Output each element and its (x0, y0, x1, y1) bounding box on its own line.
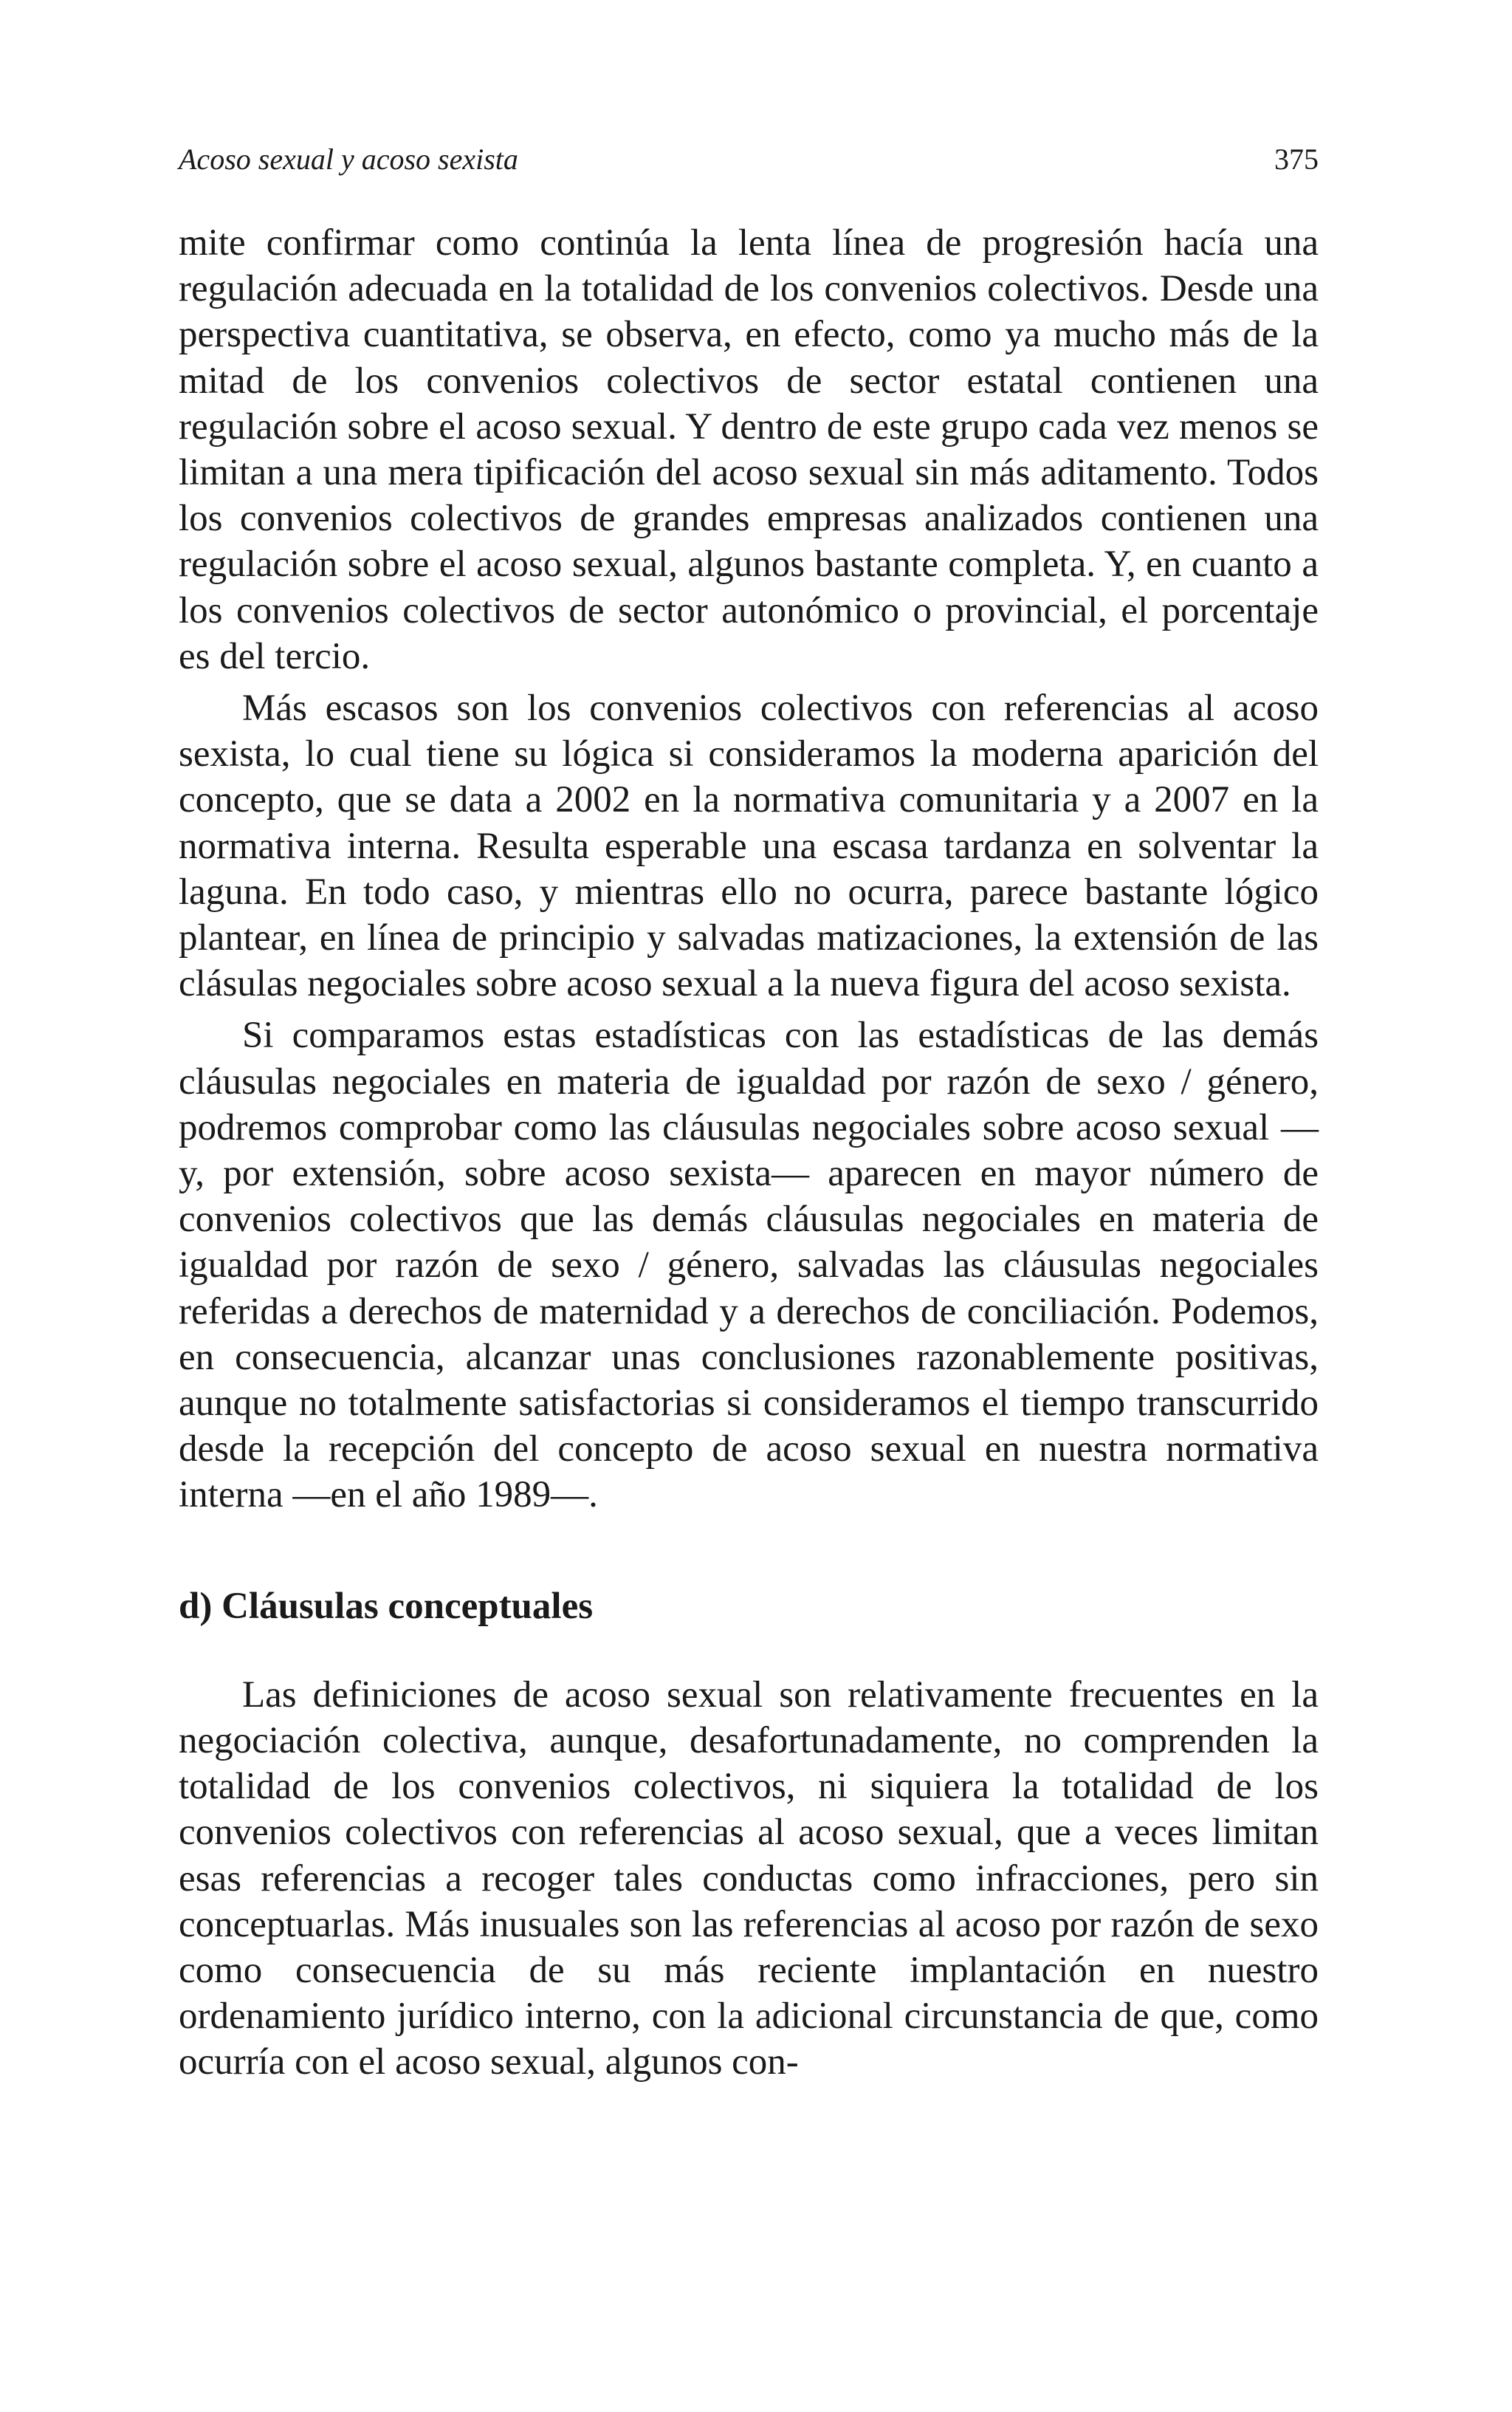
paragraph: Las definiciones de acoso sexual son relativamente frecuentes en la negociación colectiva, aunque, desafortunadamente, no comprenden la totalidad de los convenios colectivos, ni siquiera la totalidad de los convenios colectivos con referencias al acoso sexual, que a veces limitan esas referencias a recoger tales conductas como infracciones, pero sin conceptuarlas. Más inusuales son las referencias al acoso por razón de sexo como consecuencia de su más reciente implantación en nuestro ordenamiento jurídico interno, con la adicional circunstancia de que, como ocurría con el acoso sexual, algunos con- (179, 1673, 1319, 2083)
body-text (179, 220, 1319, 2091)
running-header (179, 139, 1319, 180)
paragraph: Más escasos son los convenios colectivos con referencias al acoso sexista, lo cual tiene su lógica si consideramos la moderna aparición del concepto, que se data a 2002 en la normativa comunitaria y a 2007 en la normativa interna. Resulta esperable una escasa tardanza en solventar la laguna. En todo caso, y mientras ello no ocurra, parece bastante lógico plantear, en línea de principio y salvadas matizaciones, la extensión de las clásulas negociales sobre acoso sexual a la nueva figura del acoso sexista. (179, 688, 1319, 1005)
book-page (179, 0, 1319, 2412)
paragraph: Si comparamos estas estadísticas con las estadísticas de las demás cláusulas negociales en materia de igualdad por razón de sexo / género, podremos comprobar como las cláusulas negociales sobre acoso sexual —y, por extensión, sobre acoso sexista— aparecen en mayor número de convenios colectivos que las demás cláusulas negociales en materia de igualdad por razón de sexo / género, salvadas las cláusulas negociales referidas a derechos de maternidad y a derechos de conciliación. Podemos, en consecuencia, alcanzar unas conclusiones razonablemente positivas, aunque no totalmente satisfactorias si consideramos el tiempo transcurrido desde la recepción del concepto de acoso sexual en nuestra normativa interna —en el año 1989—. (179, 1015, 1319, 1516)
page-number: 375 (1274, 143, 1319, 176)
running-title: Acoso sexual y acoso sexista (179, 143, 518, 176)
section-heading: d) Cláusulas conceptuales (179, 1585, 594, 1627)
paragraph-continued: mite confirmar como continúa la lenta línea de progresión hacía una regulación adecuada en la totalidad de los convenios colectivos. Desde una perspectiva cuantitativa, se observa, en efecto, como ya mucho más de la mitad de los convenios colectivos de sector estatal contienen una regulación sobre el acoso sexual. Y dentro de este grupo cada vez menos se limitan a una mera tipificación del acoso sexual sin más aditamento. Todos los convenios colectivos de grandes empresas analizados contienen una regulación sobre el acoso sexual, algunos bastante completa. Y, en cuanto a los convenios colectivos de sector autonómico o provincial, el porcentaje es del tercio. (179, 222, 1319, 677)
